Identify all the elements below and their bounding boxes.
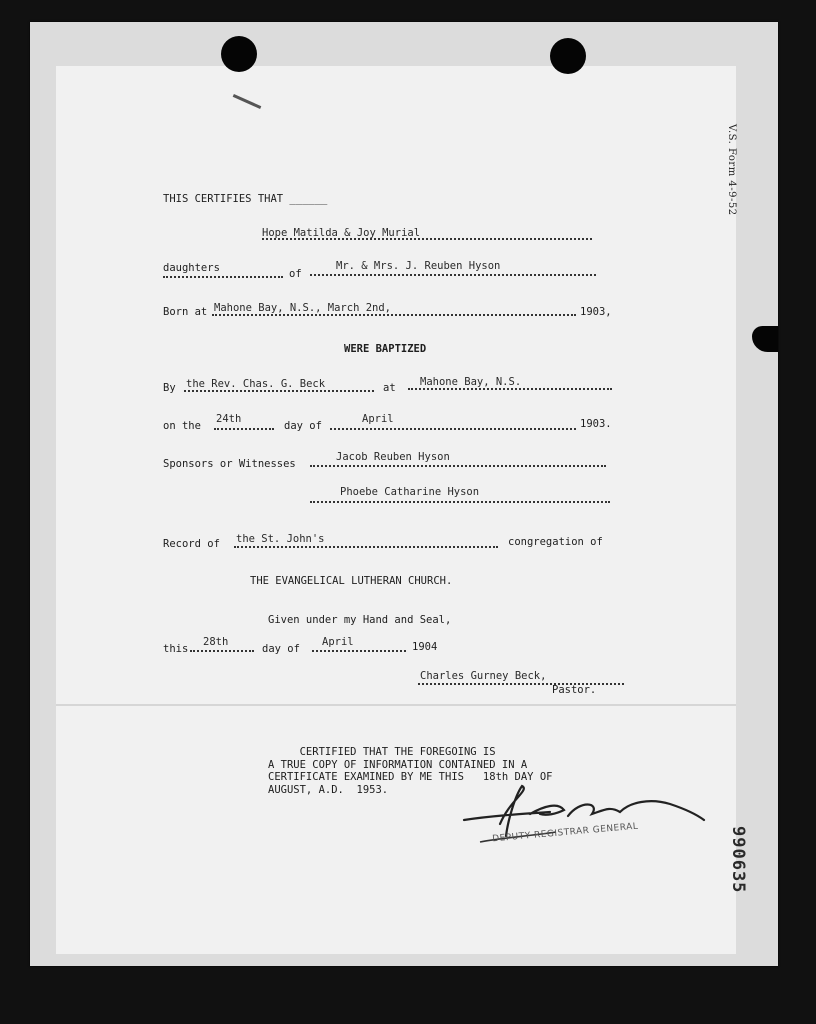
day-of-label: day of (284, 420, 322, 432)
given-year: 1904 (412, 641, 438, 653)
church-name: THE EVANGELICAL LUTHERAN CHURCH. (250, 575, 453, 587)
given-day-of-label: day of (262, 643, 300, 655)
birth-rule (212, 314, 576, 316)
child-names: Hope Matilda & Joy Murial (262, 227, 421, 239)
given-under-text: Given under my Hand and Seal, (268, 614, 452, 626)
given-month-rule (312, 650, 406, 652)
by-label: By (163, 382, 176, 394)
congregation-rule (234, 546, 498, 548)
on-the-label: on the (163, 420, 201, 432)
relation-rule (163, 276, 283, 278)
baptism-day: 24th (216, 413, 242, 425)
sponsors-label: Sponsors or Witnesses (163, 458, 296, 470)
birth-year: 1903, (580, 306, 612, 318)
birth-place-date: Mahone Bay, N.S., March 2nd, (214, 302, 392, 314)
certification-text: CERTIFIED THAT THE FOREGOING IS A TRUE COPY OF INFORMATION CONTAINED IN A CERTIFICATE EXAMINED BY ME THIS 18th DAY OF AUGUST, A.D. 1953. (268, 746, 553, 796)
day-rule (214, 428, 274, 430)
given-day: 28th (203, 636, 229, 648)
month-rule (330, 428, 576, 430)
baptism-place: Mahone Bay, N.S. (420, 376, 522, 388)
punch-hole-left (221, 36, 257, 72)
born-label: Born at (163, 306, 208, 318)
names-rule (262, 238, 592, 240)
record-of-label: Record of (163, 538, 220, 550)
sponsor-2-rule (310, 501, 610, 503)
sponsor-2: Phoebe Catharine Hyson (340, 486, 480, 498)
pastor-title: Pastor. (552, 684, 597, 696)
baptism-month: April (362, 413, 394, 425)
given-day-rule (190, 650, 254, 652)
congregation-label: congregation of (508, 536, 603, 548)
serial-number: 990635 (728, 826, 748, 894)
baptized-heading: WERE BAPTIZED (344, 343, 427, 355)
place-rule (408, 388, 612, 390)
of-label: of (289, 268, 302, 280)
intro-text: THIS CERTIFIES THAT ______ (163, 193, 328, 205)
baptism-year: 1903. (580, 418, 612, 430)
registrar-stamp: DEPUTY REGISTRAR GENERAL (491, 821, 639, 845)
this-label: this (163, 643, 189, 655)
parents-rule (310, 274, 596, 276)
at-label: at (383, 382, 396, 394)
minister-name: the Rev. Chas. G. Beck (186, 378, 326, 390)
sponsor-1: Jacob Reuben Hyson (336, 451, 450, 463)
form-number: V.S. Form 4-9-52 (726, 124, 737, 216)
relation-label: daughters (163, 262, 220, 274)
sponsor-1-rule (310, 465, 606, 467)
congregation-name: the St. John's (236, 533, 325, 545)
punch-hole-right (550, 38, 586, 74)
fold-line (56, 704, 736, 706)
pastor-name: Charles Gurney Beck, (420, 670, 547, 682)
given-month: April (322, 636, 354, 648)
parents-names: Mr. & Mrs. J. Reuben Hyson (336, 260, 501, 272)
minister-rule (184, 390, 374, 392)
